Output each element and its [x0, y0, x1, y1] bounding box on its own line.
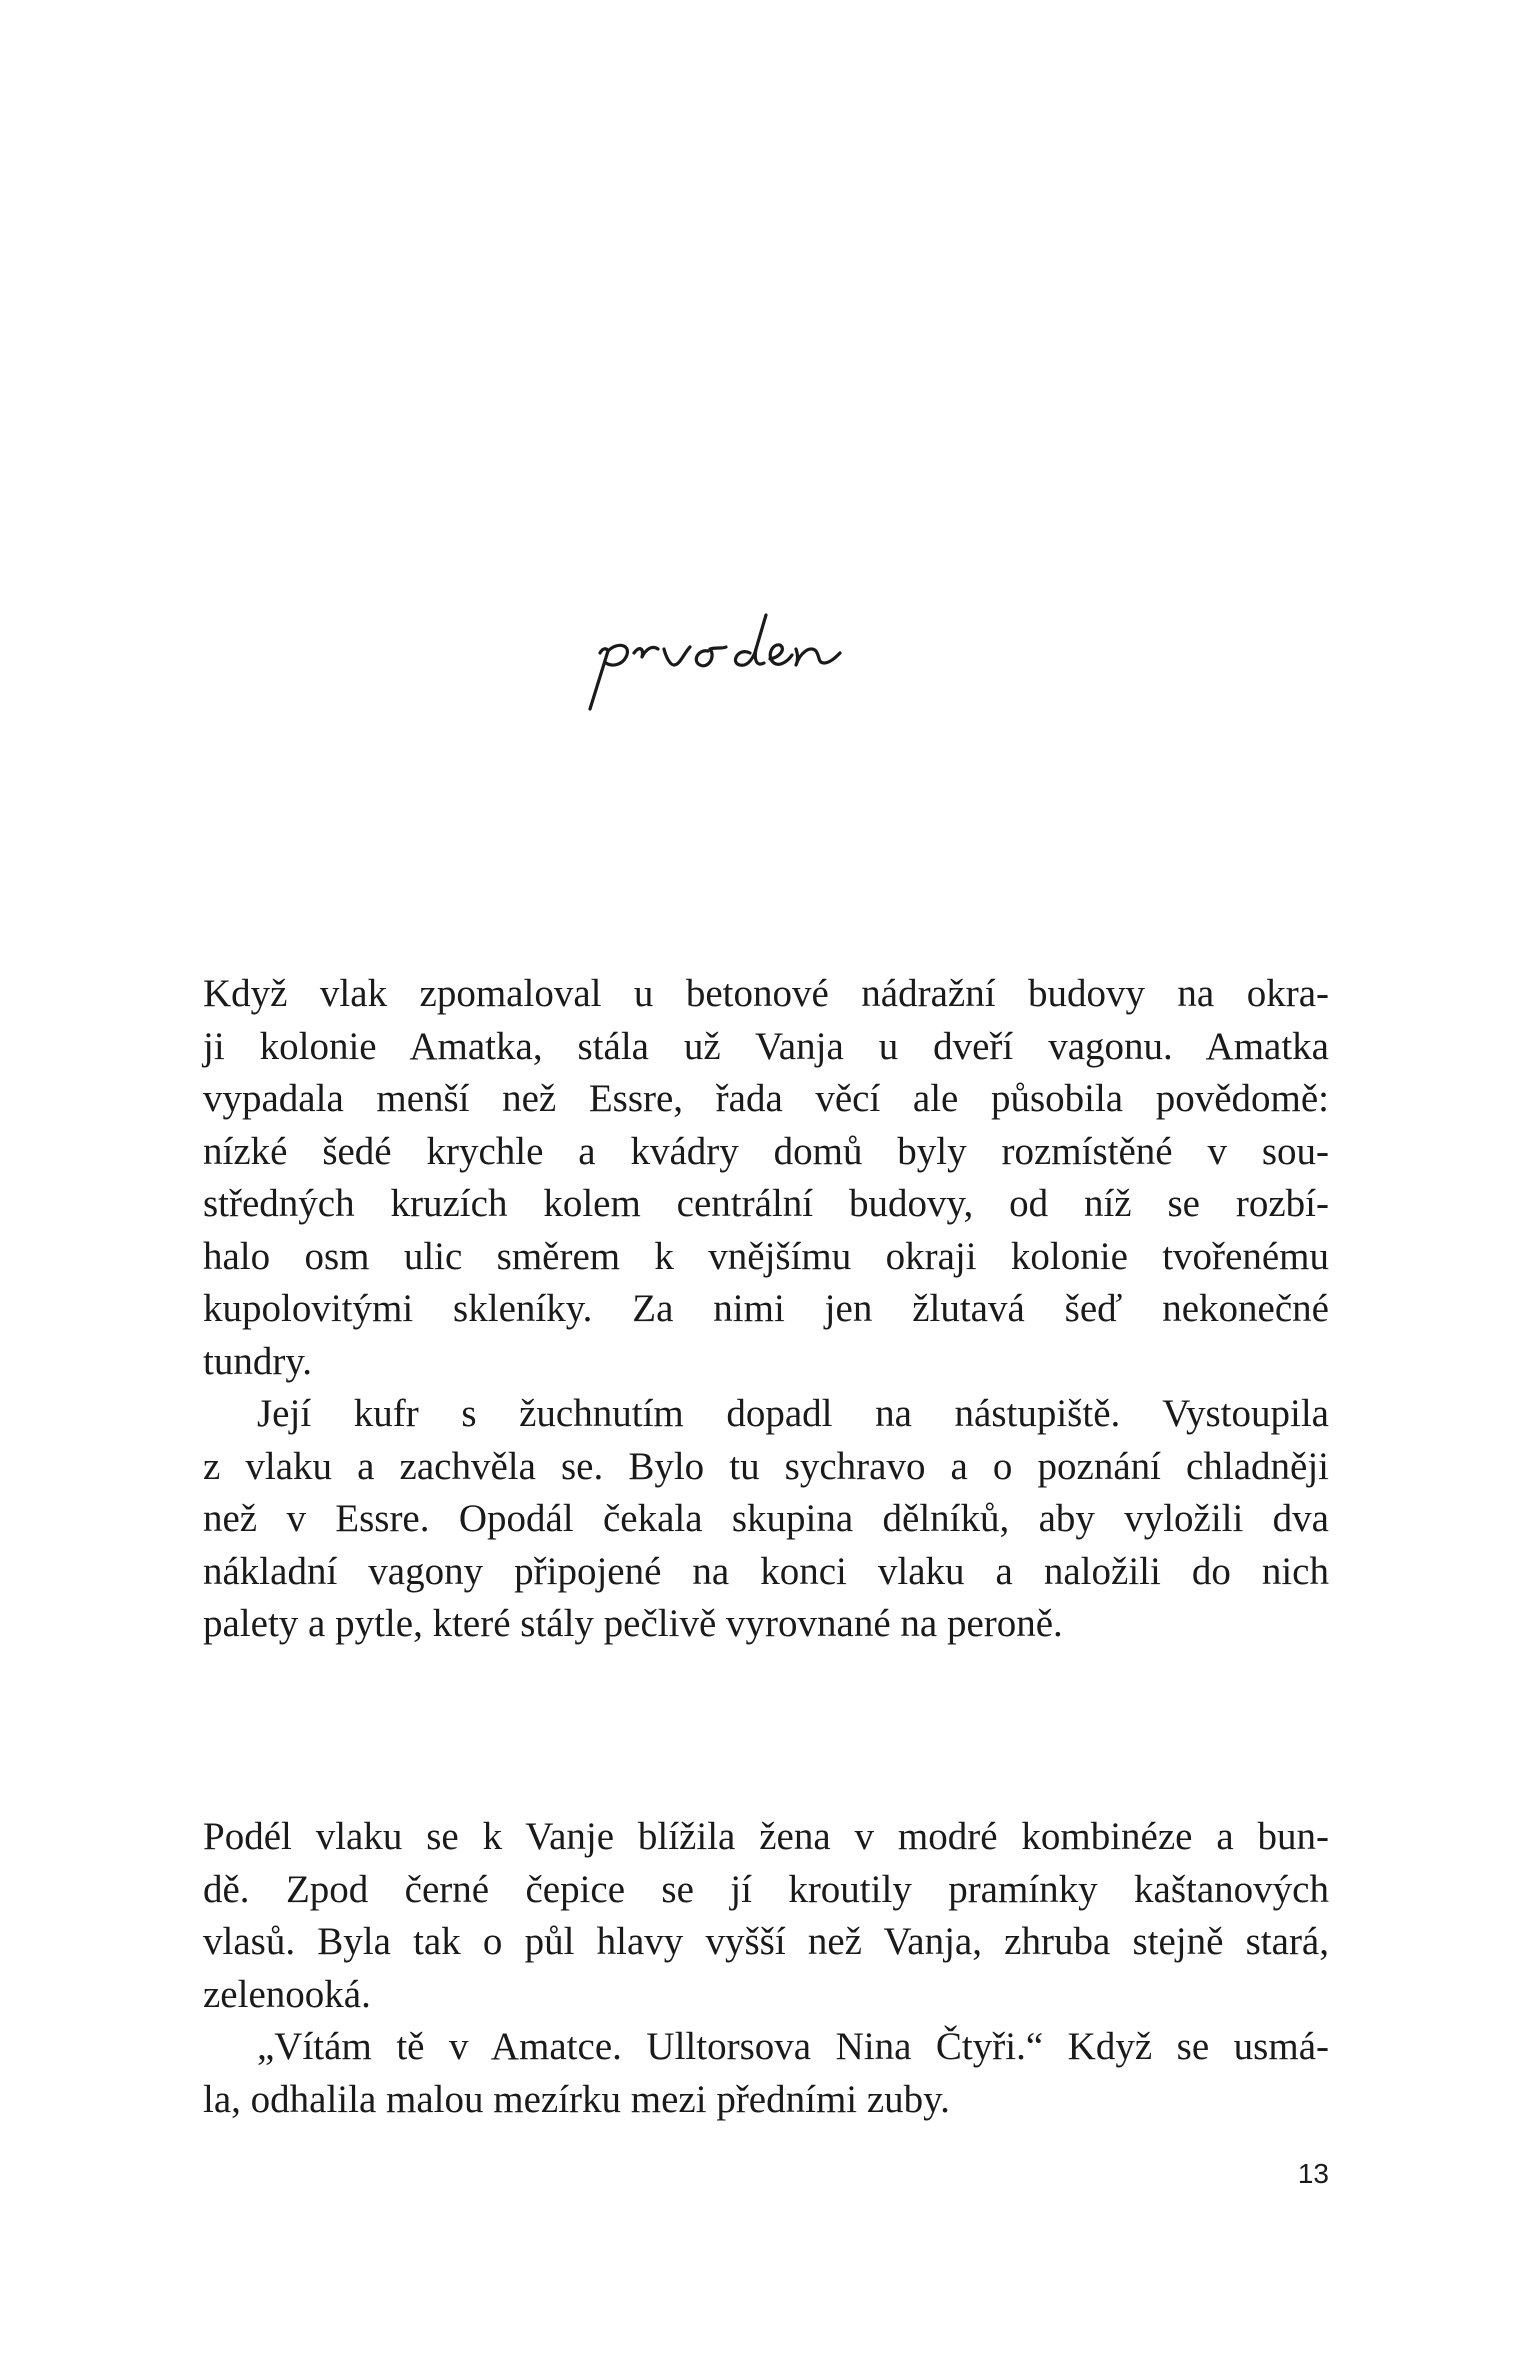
text-line: tundry.: [203, 1339, 313, 1383]
text-line: vypadala menší než Essre, řada věcí ale působila povědomě:: [203, 1077, 1329, 1120]
text-line: středných kruzích kolem centrální budovy, od níž se rozbí-: [203, 1182, 1329, 1225]
text-line: palety a pytle, které stály pečlivě vyrovnané na peroně.: [203, 1602, 1063, 1645]
text-line: „Vítám tě v Amatce. Ulltorsova Nina Čtyři.“ Když se usmá-: [257, 2025, 1329, 2068]
text-line: dě. Zpod černé čepice se jí kroutily pramínky kaštanových: [203, 1867, 1329, 1911]
text-line: zelenooká.: [203, 1972, 371, 2016]
text-line: z vlaku a zachvěla se. Bylo tu sychravo a o poznání chladněji: [203, 1444, 1329, 1488]
text-line: halo osm ulic směrem k vnějšímu okraji kolonie tvořenému: [203, 1234, 1329, 1278]
text-line: Podél vlaku se k Vanje blížila žena v modré kombinéze a bun-: [203, 1815, 1329, 1858]
text-line: než v Essre. Opodál čekala skupina dělníků, aby vyložili dva: [203, 1497, 1329, 1540]
text-line: la, odhalila malou mezírku mezi předními zuby.: [203, 2077, 950, 2121]
text-line: nákladní vagony připojené na konci vlaku a naložili do nich: [203, 1549, 1329, 1593]
text-line: nízké šedé krychle a kvádry domů byly rozmístěné v sou-: [203, 1129, 1329, 1173]
paragraph-block-1: [203, 968, 1329, 1651]
page-number: 13: [1297, 2158, 1329, 2189]
handwritten-chapter-title: [560, 605, 960, 715]
text-line: ji kolonie Amatka, stála už Vanja u dveří vagonu. Amatka: [203, 1024, 1329, 1068]
text-line: vlasů. Byla tak o půl hlavy vyšší než Vanja, zhruba stejně stará,: [203, 1920, 1329, 1963]
text-line: Její kufr s žuchnutím dopadl na nástupiště. Vystoupila: [257, 1392, 1329, 1435]
text-line: kupolovitými skleníky. Za nimi jen žlutavá šeď nekonečné: [203, 1287, 1329, 1330]
chapter-title-handwritten: [560, 605, 960, 715]
paragraph-block-2: [203, 1811, 1329, 2126]
text-line: Když vlak zpomaloval u betonové nádražní budovy na okra-: [203, 972, 1329, 1015]
